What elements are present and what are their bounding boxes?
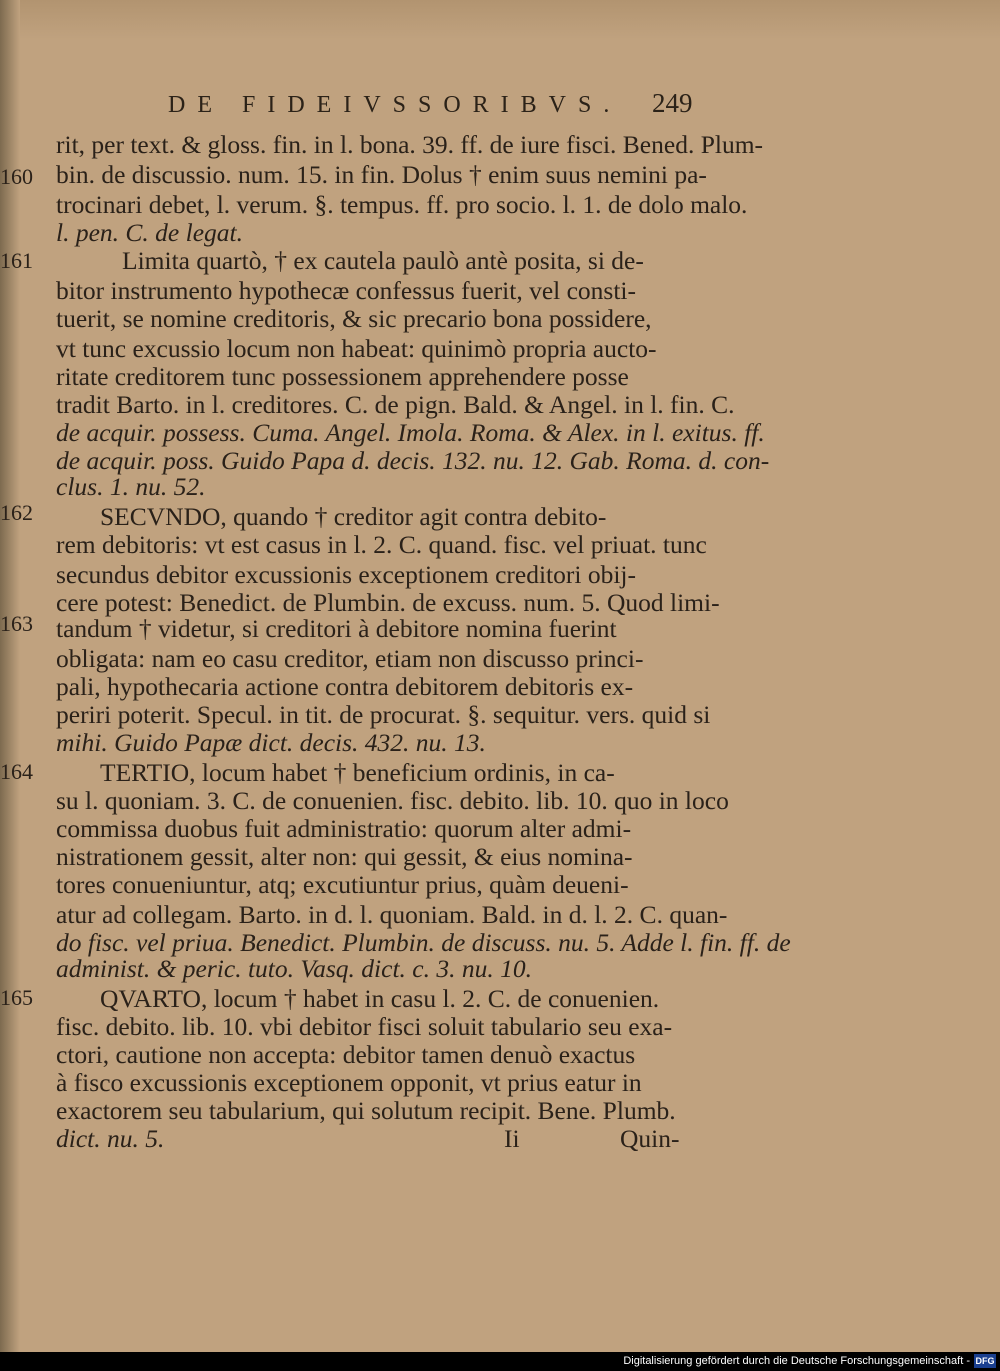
margin-number: 163 (0, 611, 33, 636)
text-line: Limita quartò, † ex cautela paulò antè posita, si de- (122, 246, 644, 275)
margin-number: 162 (0, 500, 33, 525)
text-line: ritate creditorem tunc possessionem apprehendere posse (56, 362, 629, 391)
text-line: vt tunc excussio locum non habeat: quinimò propria aucto- (56, 334, 657, 363)
text-line: l. pen. C. de legat. (56, 218, 243, 247)
text-line: SECVNDO, quando † creditor agit contra debito- (100, 502, 607, 531)
text-line: su l. quoniam. 3. C. de conuenien. fisc. debito. lib. 10. quo in loco (56, 786, 729, 815)
text-line: nistrationem gessit, alter non: qui gessit, & eius nomina- (56, 842, 633, 871)
text-line: secundus debitor excussionis exceptionem creditori obij- (56, 560, 636, 589)
text-line: pali, hypothecaria actione contra debitorem debitoris ex- (56, 672, 634, 701)
text-line: fisc. debito. lib. 10. vbi debitor fisci soluit tabulario seu exa- (56, 1012, 673, 1041)
text-line: periri poterit. Specul. in tit. de procurat. §. sequitur. vers. quid si (56, 700, 711, 729)
page-number: 249 (652, 88, 693, 118)
text-line: rit, per text. & gloss. fin. in l. bona. 39. ff. de iure fisci. Bened. Plum- (56, 130, 764, 159)
text-line: cere potest: Benedict. de Plumbin. de excuss. num. 5. Quod limi- (56, 588, 720, 617)
text-line: bitor instrumento hypothecæ confessus fuerit, vel consti- (56, 276, 637, 305)
text-line: bin. de discussio. num. 15. in fin. Dolus † enim suus nemini pa- (56, 160, 707, 189)
text-line: à fisco excussionis exceptionem opponit, vt prius eatur in (56, 1068, 642, 1097)
footer-credit: Digitalisierung gefördert durch die Deutsche Forschungsgemeinschaft - (623, 1355, 970, 1367)
margin-number: 164 (0, 759, 33, 784)
text-line: QVARTO, locum † habet in casu l. 2. C. de conuenien. (100, 984, 660, 1013)
dfg-logo: DFG (975, 1356, 995, 1366)
running-head: DE FIDEIVSSORIBVS. (168, 92, 622, 118)
text-line: ctori, cautione non accepta: debitor tamen denuò exactus (56, 1040, 636, 1069)
signature-mark: Ii (504, 1124, 520, 1153)
margin-number: 165 (0, 985, 33, 1010)
page-top-shadow (0, 0, 1000, 40)
text-line: atur ad collegam. Barto. in d. l. quoniam. Bald. in d. l. 2. C. quan- (56, 900, 728, 929)
text-line: tandum † videtur, si creditori à debitore nomina fuerint (56, 614, 617, 643)
text-line: dict. nu. 5. (56, 1124, 165, 1153)
text-line: tores conueniuntur, atq; excutiuntur prius, quàm deueni- (56, 870, 629, 899)
page-binding-edge (0, 0, 20, 1352)
text-line: commissa duobus fuit administratio: quorum alter admi- (56, 814, 632, 843)
margin-number: 161 (0, 248, 33, 273)
text-line: de acquir. possess. Cuma. Angel. Imola. Roma. & Alex. in l. exitus. ff. (56, 418, 765, 447)
text-line: TERTIO, locum habet † beneficium ordinis, in ca- (100, 758, 615, 787)
text-line: rem debitoris: vt est casus in l. 2. C. quand. fisc. vel priuat. tunc (56, 530, 707, 559)
text-line: tuerit, se nomine creditoris, & sic precario bona possidere, (56, 304, 652, 333)
text-line: administ. & peric. tuto. Vasq. dict. c. 3. nu. 10. (56, 954, 532, 983)
text-line: trocinari debet, l. verum. §. tempus. ff. pro socio. l. 1. de dolo malo. (56, 190, 748, 219)
margin-number: 160 (0, 164, 33, 189)
catchword: Quin- (620, 1124, 680, 1153)
text-line: clus. 1. nu. 52. (56, 472, 206, 501)
text-line: obligata: nam eo casu creditor, etiam non discusso princi- (56, 644, 644, 673)
text-line: exactorem seu tabularium, qui solutum recipit. Bene. Plumb. (56, 1096, 676, 1125)
text-line: mihi. Guido Papæ dict. decis. 432. nu. 13. (56, 728, 486, 757)
text-line: tradit Barto. in l. creditores. C. de pign. Bald. & Angel. in l. fin. C. (56, 390, 735, 419)
text-line: do fisc. vel priua. Benedict. Plumbin. de discuss. nu. 5. Adde l. fin. ff. de (56, 928, 791, 957)
text-line: de acquir. poss. Guido Papa d. decis. 132. nu. 12. Gab. Roma. d. con- (56, 446, 770, 475)
